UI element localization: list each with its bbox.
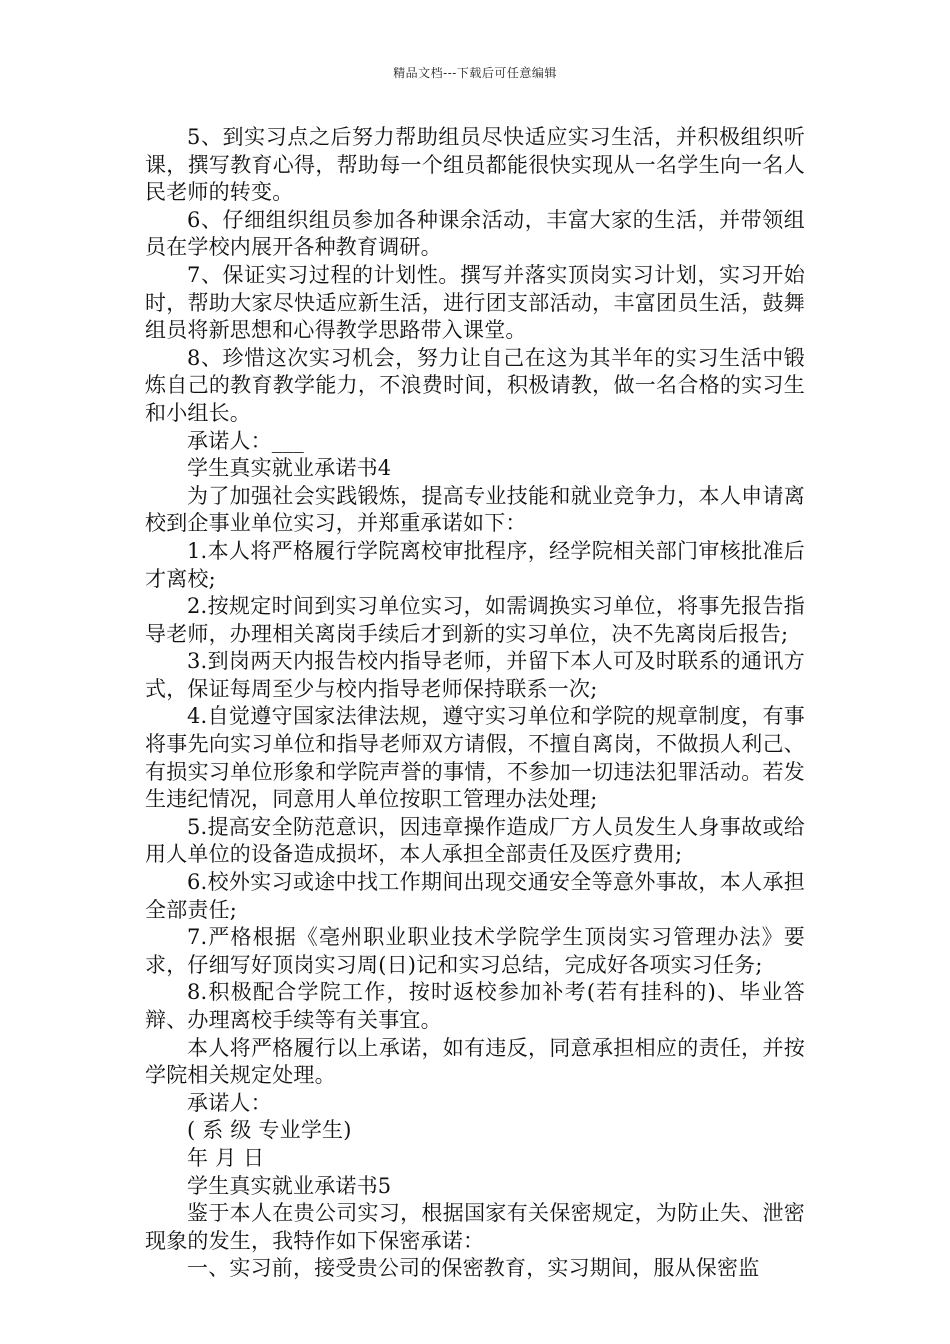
date-line: 年 月 日 [187, 1145, 265, 1170]
list-item: 1.本人将严格履行学院离校审批程序，经学院相关部门审核批准后才离校; [145, 538, 805, 591]
list-item: 5.提高安全防范意识，因违章操作造成厂方人员发生人身事故或给用人单位的设备造成损坏，本人承担全部责任及医疗费用; [145, 814, 805, 867]
paragraph: 5、到实习点之后努力帮助组员尽快适应实习生活，并积极组织听课，撰写教育心得，帮助每一个组员都能很快实现从一名学生向一名人民老师的转变。 [145, 125, 805, 205]
signature-class-line: ( 系 级 专业学生) [187, 1118, 352, 1143]
list-item: 8.积极配合学院工作，按时返校参加补考(若有挂科的)、毕业答辩、办理离校手续等有关事宜。 [145, 980, 805, 1032]
list-item: 4.自觉遵守国家法律法规，遵守实习单位和学院的规章制度，有事将事先向实习单位和指导老师双方请假，不擅自离岗，不做损人利己、有损实习单位形象和学院声誉的事情，不参加一切违法犯罪活动。若发生违纪情况，同意用人单位按职工管理办法处理; [145, 704, 805, 812]
signature-line: 承诺人： [187, 1090, 272, 1115]
document-body [145, 124, 805, 1283]
signature-line: 承诺人：___ [187, 428, 304, 453]
section-title: 学生真实就业承诺书4 [187, 456, 392, 481]
list-item: 7.严格根据《亳州职业职业技术学院学生顶岗实习管理办法》要求，仔细写好顶岗实习周(日)记和实习总结，完成好各项实习任务; [145, 925, 805, 977]
page-header: 精品文档---下载后可任意编辑 [393, 66, 557, 80]
paragraph: 一、实习前，接受贵公司的保密教育，实习期间，服从保密监 [187, 1256, 760, 1281]
paragraph: 鉴于本人在贵公司实习，根据国家有关保密规定，为防止失、泄密现象的发生，我特作如下保密承诺： [145, 1201, 805, 1253]
list-item: 3.到岗两天内报告校内指导老师，并留下本人可及时联系的通讯方式，保证每周至少与校内指导老师保持联系一次; [145, 649, 805, 701]
paragraph: 本人将严格履行以上承诺，如有违反，同意承担相应的责任，并按学院相关规定处理。 [145, 1035, 805, 1088]
paragraph: 6、仔细组织组员参加各种课余活动，丰富大家的生活，并带领组员在学校内展开各种教育调研。 [145, 207, 805, 260]
list-item: 6.校外实习或途中找工作期间出现交通安全等意外事故，本人承担全部责任; [145, 870, 805, 922]
section-title: 学生真实就业承诺书5 [187, 1173, 392, 1198]
list-item: 2.按规定时间到实习单位实习，如需调换实习单位，将事先报告指导老师，办理相关离岗手续后才到新的实习单位，决不先离岗后报告; [145, 594, 805, 646]
paragraph: 8、珍惜这次实习机会，努力让自己在这为其半年的实习生活中锻炼自己的教育教学能力，不浪费时间，积极请教，做一名合格的实习生和小组长。 [145, 345, 805, 425]
paragraph: 为了加强社会实践锻炼，提高专业技能和就业竞争力，本人申请离校到企事业单位实习，并郑重承诺如下： [145, 483, 805, 536]
paragraph: 7、保证实习过程的计划性。撰写并落实顶岗实习计划，实习开始时，帮助大家尽快适应新生活，进行团支部活动，丰富团员生活，鼓舞组员将新思想和心得教学思路带入课堂。 [145, 262, 805, 343]
